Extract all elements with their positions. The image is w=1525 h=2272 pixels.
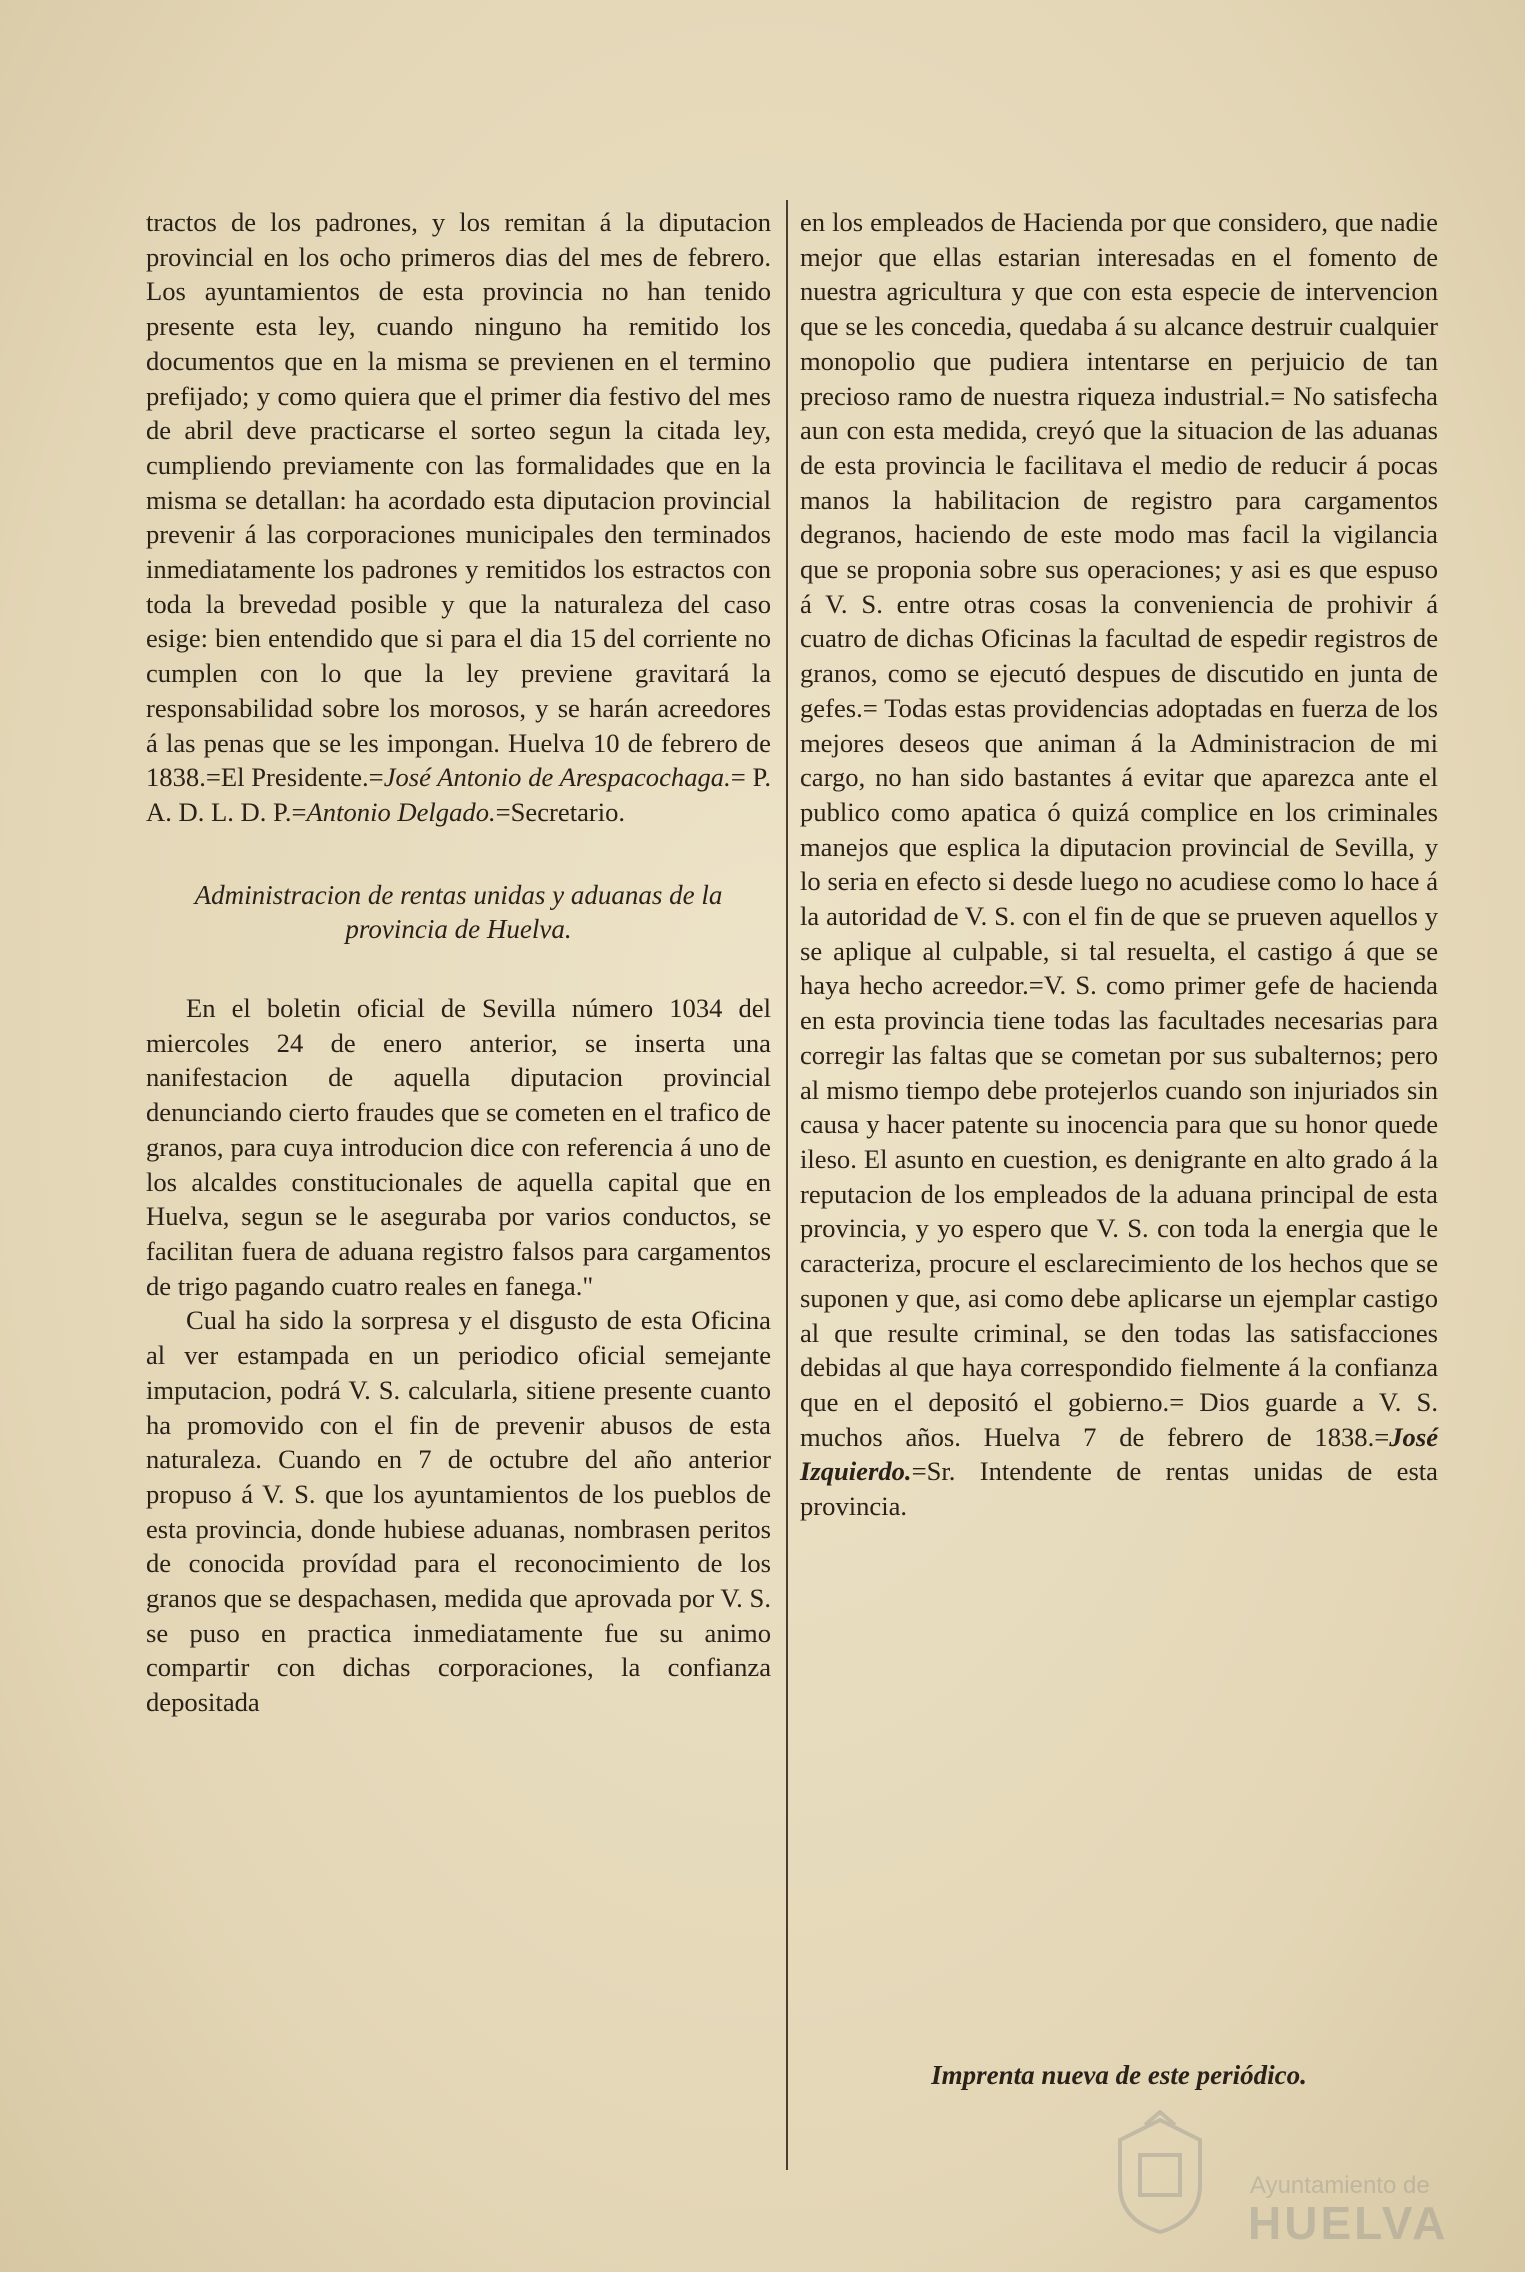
- right-paragraph-1: en los empleados de Hacienda por que considero, que nadie mejor que ellas estarian interesadas en el fomento de nuestra agricultura y que con esta especie de intervencion que se les concedia, quedaba á su alcance destruir cualquier monopolio que pudiera intentarse en perjuicio de tan precioso ramo de nuestra riqueza industrial.= No satisfecha aun con esta medida, creyó que la situacion de las aduanas de esta provincia le facilitava el medio de reducir á pocas manos la habilitacion de registro para cargamentos degranos, haciendo de este modo mas facil la vigilancia que se proponia sobre sus operaciones; y asi es que espuso á V. S. entre otras cosas la conveniencia de prohivir á cuatro de dichas Oficinas la facultad de espedir registros de granos, como se ejecutó despues de discutido en junta de gefes.= Todas estas providencias adoptadas en fuerza de los mejores deseos que animan á la Administracion de mi cargo, no han sido bastantes á evitar que aparezca ante el publico como apatica ó quizá complice en los criminales manejos que esplica la diputacion provincial de Sevilla, y lo seria en efecto si desde luego no acudiese como lo hace á la autoridad de V. S. con el fin de que se prueven aquellos y se aplique al culpable, si tal resuelta, el castigo á que se haya hecho acreedor.=V. S. como primer gefe de hacienda en esta provincia tiene todas las facultades necesarias para corregir las faltas que se cometan por sus subalternos; pero al mismo tiempo debe protejerlos cuando son injuriados sin causa y hacer patente su inocencia para que su honor quede ileso. El asunto en cuestion, es denigrante en alto grado á la reputacion de los empleados de la aduana principal de esta provincia, y yo espero que V. S. con toda la energia que le caracteriza, procure el esclarecimiento de los hechos que se suponen y que, asi como debe aplicarse un ejemplar castigo al que resulte criminal, se den todas las satisfacciones debidas al que haya correspondido fielmente á la confianza que en el depositó el gobierno.= Dios guarde a V. S. muchos años. Huelva 7 de febrero de 1838.=José Izquierdo.=Sr. Intendente de rentas unidas de esta provincia.: [800, 207, 1438, 1522]
- right-column: [800, 205, 1438, 1524]
- watermark-line-2: HUELVA: [1248, 2197, 1449, 2249]
- section-heading: Administracion de rentas unidas y aduanas de la provincia de Huelva.: [194, 879, 723, 945]
- left-column: [146, 205, 771, 1720]
- watermark-logo: [1110, 2110, 1470, 2249]
- left-paragraph-3: Cual ha sido la sorpresa y el disgusto de esta Oficina al ver estampada en un periodico oficial semejante imputacion, podrá V. S. calcularla, sitiene presente cuanto ha promovido con el fin de prevenir abusos de esta naturaleza. Cuando en 7 de octubre del año anterior propuso á V. S. que los ayuntamientos de los pueblos de esta provincia, donde hubiese aduanas, nombrasen peritos de conocida provídad para el reconocimiento de los granos que se despachasen, medida que aprovada por V. S. se puso en practica inmediatamente fue su animo compartir con dichas corporaciones, la confianza depositada: [146, 1305, 771, 1718]
- signature-secretary: Antonio Delgado.: [306, 796, 496, 827]
- signature-president: José Antonio de Arespacochaga.: [383, 762, 731, 793]
- column-divider: [786, 200, 788, 2170]
- left-paragraph-2: En el boletin oficial de Sevilla número 1034 del miercoles 24 de enero anterior, se inserta una nanifestacion de aquella diputacion provincial denunciando cierto fraudes que se cometen en el trafico de granos, para cuya introducion dice con referencia á uno de los alcaldes constitucionales de aquella capital que en Huelva, segun se le aseguraba por varios conductos, se facilitan fuera de aduana registro falsos para cargamentos de trigo pagando cuatro reales en fanega.": [146, 993, 771, 1301]
- imprint-line: Imprenta nueva de este periódico.: [931, 2060, 1307, 2090]
- left-paragraph-1: tractos de los padrones, y los remitan á la diputacion provincial en los ocho primeros dias del mes de febrero. Los ayuntamientos de esta provincia no han tenido presente esta ley, cuando ninguno ha remitido los documentos que en la misma se previenen en el termino prefijado; y como quiera que el primer dia festivo del mes de abril deve practicarse el sorteo segun la citada ley, cumpliendo previamente con las formalidades que en la misma se detallan: ha acordado esta diputacion provincial prevenir á las corporaciones municipales den terminados inmediatamente los padrones y remitidos los estractos con toda la brevedad posible y que la naturaleza del caso esige: bien entendido que si para el dia 15 del corriente no cumplen con lo que la ley previene gravitará la responsabilidad sobre los morosos, y se harán acreedores á las penas que se les impongan. Huelva 10 de febrero de 1838.=El Presidente.=José Antonio de Arespacochaga.= P. A. D. L. D. P.=Antonio Delgado.=Secretario.: [146, 207, 772, 827]
- city-shield-icon: [1110, 2110, 1210, 2235]
- signature-administrator: José Izquierdo.: [800, 1421, 1438, 1487]
- watermark-line-1: Ayuntamiento de: [1250, 2172, 1430, 2199]
